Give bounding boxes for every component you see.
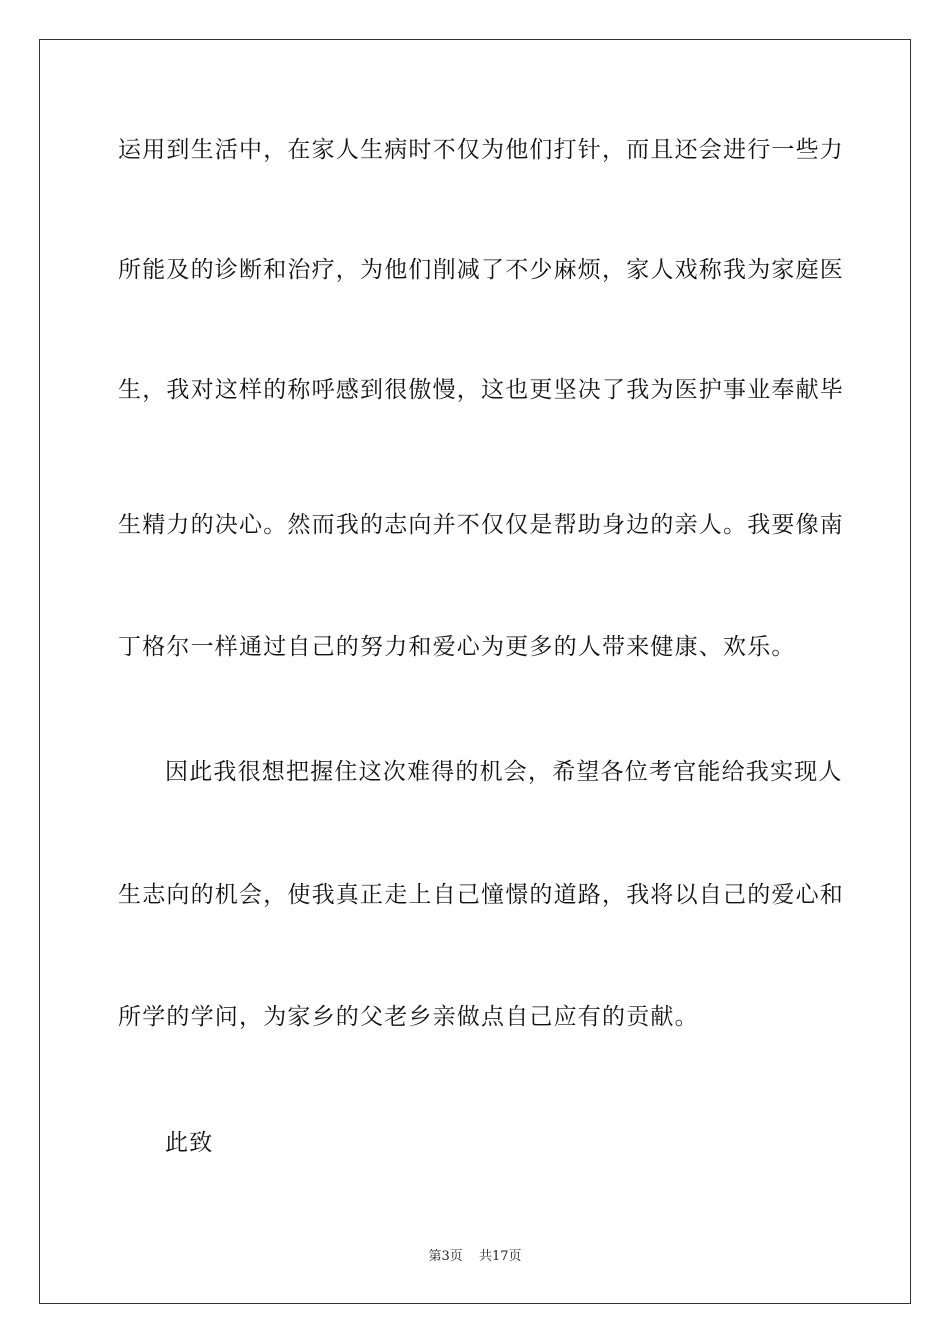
paragraph-2-line-1: 因此我很想把握住这次难得的机会，希望各位考官能给我实现人 [165,759,843,785]
page-total: 共17页 [478,1249,522,1264]
page-footer [0,1245,950,1264]
paragraph-2-line-2: 生志向的机会，使我真正走上自己憧憬的道路，我将以自己的爱心和 [118,882,844,908]
page-border [39,39,911,1304]
body-line-4: 生精力的决心。然而我的志向并不仅仅是帮助身边的亲人。我要像南 [118,512,844,538]
body-line-5: 丁格尔一样通过自己的努力和爱心为更多的人带来健康、欢乐。 [118,634,796,660]
body-line-3: 生，我对这样的称呼感到很傲慢，这也更坚决了我为医护事业奉献毕 [118,377,844,403]
body-line-1: 运用到生活中，在家人生病时不仅为他们打针，而且还会进行一些力 [118,137,844,163]
closing-salutation: 此致 [165,1130,214,1156]
body-line-2: 所能及的诊断和治疗，为他们削减了不少麻烦，家人戏称我为家庭医 [118,257,844,283]
paragraph-2-line-3: 所学的学问，为家乡的父老乡亲做点自己应有的贡献。 [118,1004,699,1030]
page-number: 第3页 [428,1249,463,1264]
